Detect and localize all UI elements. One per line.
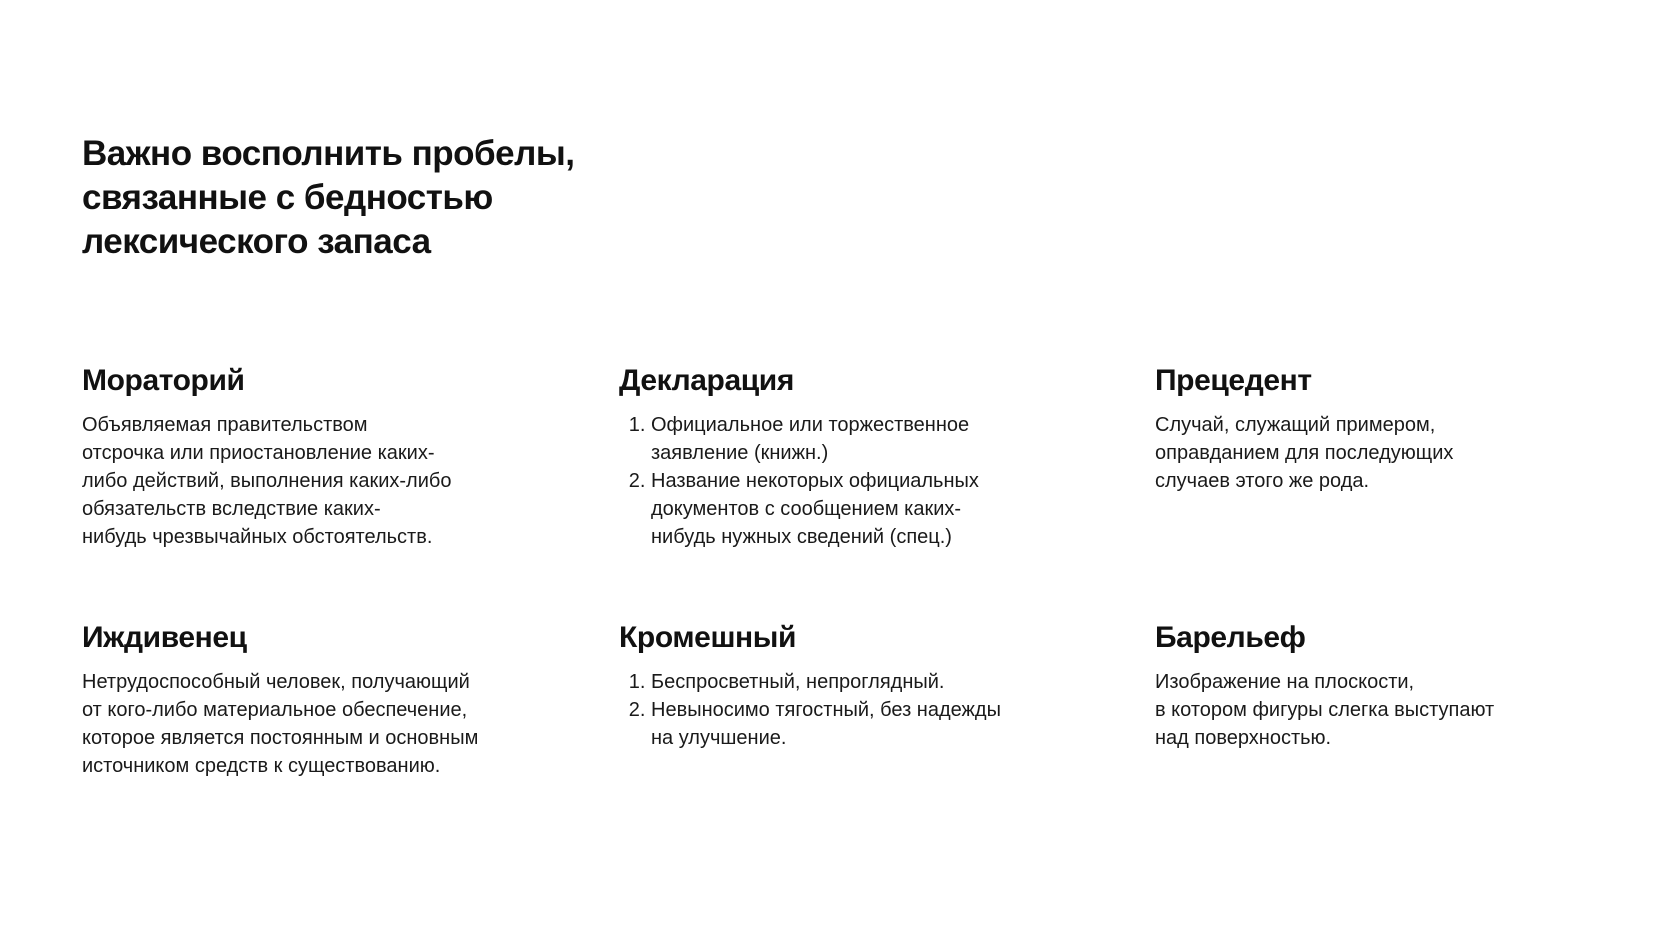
page-title: Важно восполнить пробелы, связанные с бедностью лексического запаса: [82, 134, 575, 261]
definition-item: 2. Название некоторых официальных документов с сообщением каких- нибудь нужных сведений (спец.): [651, 467, 1089, 551]
term-card-bas-relief: [1155, 620, 1625, 752]
term-heading: Барельеф: [1155, 621, 1306, 654]
term-definition: Объявляемая правительством отсрочка или приостановление каких- либо действий, выполнения каких-либо обязательств вследствие каких- нибудь чрезвычайных обстоятельств.: [82, 414, 452, 548]
term-card-declaration: [619, 363, 1089, 551]
term-definition: Случай, служащий примером, оправданием для последующих случаев этого же рода.: [1155, 414, 1454, 492]
term-definition: Изображение на плоскости, в котором фигуры слегка выступают над поверхностью.: [1155, 671, 1495, 749]
term-card-precedent: [1155, 363, 1625, 495]
term-definition: Нетрудоспособный человек, получающий от кого-либо материальное обеспечение, которое является постоянным и основным источником средств к существованию.: [82, 671, 479, 777]
definition-item: 1. Официальное или торжественное заявление (книжн.): [651, 411, 1089, 467]
term-card-pitch-dark: [619, 620, 1089, 752]
definition-item: 1. Беспросветный, непроглядный.: [651, 668, 1089, 696]
term-heading: Прецедент: [1155, 364, 1312, 397]
term-heading: Мораторий: [82, 364, 245, 397]
term-card-moratorium: [82, 363, 552, 551]
term-card-dependent: [82, 620, 552, 780]
term-heading: Иждивенец: [82, 621, 247, 654]
definition-list: [619, 411, 1089, 551]
term-heading: Декларация: [619, 364, 794, 397]
definition-list: [619, 668, 1089, 752]
term-heading: Кромешный: [619, 621, 797, 654]
definition-item: 2. Невыносимо тягостный, без надежды на улучшение.: [651, 696, 1089, 752]
